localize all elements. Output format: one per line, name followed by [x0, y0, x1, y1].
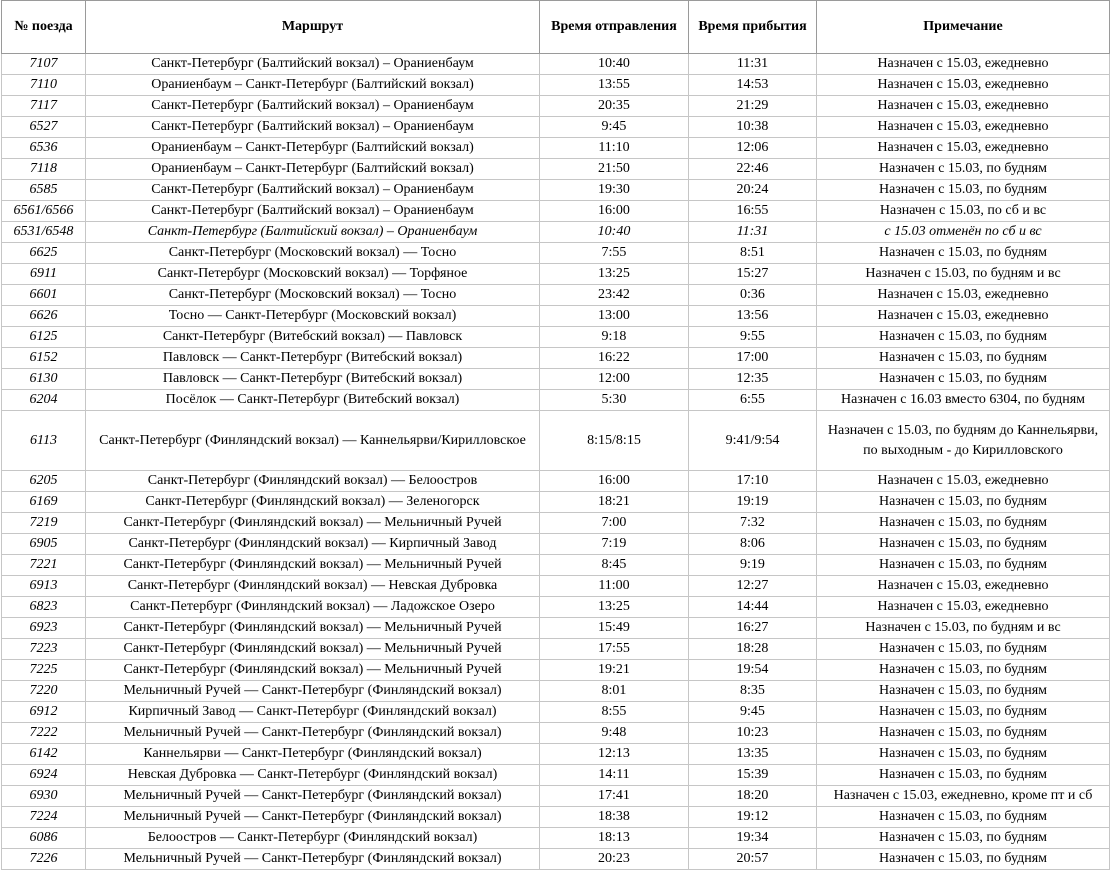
table-row: [2, 306, 1110, 327]
table-row: [2, 597, 1110, 618]
note-cell: Назначен с 15.03, по будням: [817, 681, 1110, 702]
route-cell: Мельничный Ручей — Санкт-Петербург (Финляндский вокзал): [86, 786, 540, 807]
train-number-cell: 6823: [2, 597, 86, 618]
train-number-cell: 6142: [2, 744, 86, 765]
route-cell: Санкт-Петербург (Финляндский вокзал) — Каннельярви/Кирилловское: [86, 411, 540, 471]
note-cell: Назначен с 16.03 вместо 6304, по будням: [817, 390, 1110, 411]
departure-time-cell: 13:55: [540, 75, 689, 96]
departure-time-cell: 12:13: [540, 744, 689, 765]
arrival-time-cell: 12:27: [689, 576, 817, 597]
note-cell: Назначен с 15.03, ежедневно, кроме пт и сб: [817, 786, 1110, 807]
table-row: [2, 828, 1110, 849]
route-cell: Санкт-Петербург (Балтийский вокзал) – Ораниенбаум: [86, 180, 540, 201]
departure-time-cell: 18:13: [540, 828, 689, 849]
departure-time-cell: 15:49: [540, 618, 689, 639]
note-cell: Назначен с 15.03, ежедневно: [817, 75, 1110, 96]
table-row: [2, 348, 1110, 369]
train-number-cell: 6531/6548: [2, 222, 86, 243]
note-cell: Назначен с 15.03, по будням: [817, 765, 1110, 786]
table-row: [2, 471, 1110, 492]
route-cell: Санкт-Петербург (Финляндский вокзал) — Кирпичный Завод: [86, 534, 540, 555]
note-cell: с 15.03 отменён по сб и вс: [817, 222, 1110, 243]
departure-time-cell: 13:00: [540, 306, 689, 327]
table-row: [2, 180, 1110, 201]
train-number-cell: 6585: [2, 180, 86, 201]
table-row: [2, 327, 1110, 348]
table-row: [2, 786, 1110, 807]
table-row: [2, 807, 1110, 828]
route-cell: Санкт-Петербург (Московский вокзал) — Тосно: [86, 285, 540, 306]
arrival-time-cell: 10:23: [689, 723, 817, 744]
arrival-time-cell: 19:34: [689, 828, 817, 849]
route-cell: Санкт-Петербург (Финляндский вокзал) — Мельничный Ручей: [86, 555, 540, 576]
route-cell: Санкт-Петербург (Финляндский вокзал) — Зеленогорск: [86, 492, 540, 513]
departure-time-cell: 16:22: [540, 348, 689, 369]
note-cell: Назначен с 15.03, ежедневно: [817, 306, 1110, 327]
column-header-departure: Время отправления: [540, 1, 689, 54]
route-cell: Мельничный Ручей — Санкт-Петербург (Финляндский вокзал): [86, 849, 540, 870]
table-row: [2, 513, 1110, 534]
note-cell: Назначен с 15.03, по будням: [817, 534, 1110, 555]
arrival-time-cell: 12:35: [689, 369, 817, 390]
route-cell: Мельничный Ручей — Санкт-Петербург (Финляндский вокзал): [86, 681, 540, 702]
note-cell: Назначен с 15.03, ежедневно: [817, 138, 1110, 159]
route-cell: Кирпичный Завод — Санкт-Петербург (Финляндский вокзал): [86, 702, 540, 723]
departure-time-cell: 14:11: [540, 765, 689, 786]
route-cell: Санкт-Петербург (Финляндский вокзал) — Мельничный Ручей: [86, 513, 540, 534]
arrival-time-cell: 12:06: [689, 138, 817, 159]
arrival-time-cell: 22:46: [689, 159, 817, 180]
train-number-cell: 7117: [2, 96, 86, 117]
route-cell: Ораниенбаум – Санкт-Петербург (Балтийский вокзал): [86, 138, 540, 159]
table-row: [2, 492, 1110, 513]
column-header-arrival: Время прибытия: [689, 1, 817, 54]
arrival-time-cell: 18:28: [689, 639, 817, 660]
train-number-cell: 7224: [2, 807, 86, 828]
table-row: [2, 849, 1110, 870]
table-row: [2, 369, 1110, 390]
column-header-train-number: № поезда: [2, 1, 86, 54]
route-cell: Павловск — Санкт-Петербург (Витебский вокзал): [86, 348, 540, 369]
arrival-time-cell: 14:53: [689, 75, 817, 96]
train-number-cell: 6204: [2, 390, 86, 411]
note-cell: Назначен с 15.03, по будням: [817, 555, 1110, 576]
departure-time-cell: 7:00: [540, 513, 689, 534]
arrival-time-cell: 14:44: [689, 597, 817, 618]
arrival-time-cell: 20:57: [689, 849, 817, 870]
schedule-body: [2, 54, 1110, 870]
column-header-route: Маршрут: [86, 1, 540, 54]
note-cell: Назначен с 15.03, по будням: [817, 159, 1110, 180]
train-number-cell: 7118: [2, 159, 86, 180]
route-cell: Санкт-Петербург (Финляндский вокзал) — Невская Дубровка: [86, 576, 540, 597]
departure-time-cell: 5:30: [540, 390, 689, 411]
table-row: [2, 96, 1110, 117]
table-row: [2, 618, 1110, 639]
train-number-cell: 6527: [2, 117, 86, 138]
train-number-cell: 6912: [2, 702, 86, 723]
departure-time-cell: 18:38: [540, 807, 689, 828]
arrival-time-cell: 8:06: [689, 534, 817, 555]
note-cell: Назначен с 15.03, ежедневно: [817, 117, 1110, 138]
note-cell: Назначен с 15.03, по будням: [817, 369, 1110, 390]
route-cell: Санкт-Петербург (Финляндский вокзал) — Мельничный Ручей: [86, 639, 540, 660]
departure-time-cell: 7:19: [540, 534, 689, 555]
route-cell: Тосно — Санкт-Петербург (Московский вокзал): [86, 306, 540, 327]
note-cell: Назначен с 15.03, по будням: [817, 639, 1110, 660]
train-number-cell: 6169: [2, 492, 86, 513]
table-row: [2, 75, 1110, 96]
train-number-cell: 7219: [2, 513, 86, 534]
departure-time-cell: 11:10: [540, 138, 689, 159]
table-row: [2, 765, 1110, 786]
table-row: [2, 138, 1110, 159]
note-cell: Назначен с 15.03, по будням: [817, 807, 1110, 828]
note-cell: Назначен с 15.03, по будням: [817, 828, 1110, 849]
arrival-time-cell: 0:36: [689, 285, 817, 306]
table-row: [2, 411, 1110, 471]
table-row: [2, 555, 1110, 576]
route-cell: Белоостров — Санкт-Петербург (Финляндский вокзал): [86, 828, 540, 849]
route-cell: Павловск — Санкт-Петербург (Витебский вокзал): [86, 369, 540, 390]
arrival-time-cell: 18:20: [689, 786, 817, 807]
departure-time-cell: 12:00: [540, 369, 689, 390]
departure-time-cell: 17:41: [540, 786, 689, 807]
arrival-time-cell: 11:31: [689, 222, 817, 243]
route-cell: Санкт-Петербург (Балтийский вокзал) – Ораниенбаум: [86, 96, 540, 117]
arrival-time-cell: 7:32: [689, 513, 817, 534]
train-number-cell: 7110: [2, 75, 86, 96]
train-number-cell: 7223: [2, 639, 86, 660]
note-cell: Назначен с 15.03, по будням: [817, 180, 1110, 201]
route-cell: Ораниенбаум – Санкт-Петербург (Балтийский вокзал): [86, 75, 540, 96]
note-cell: Назначен с 15.03, ежедневно: [817, 597, 1110, 618]
header-row: [2, 1, 1110, 54]
train-number-cell: 6205: [2, 471, 86, 492]
arrival-time-cell: 20:24: [689, 180, 817, 201]
arrival-time-cell: 13:35: [689, 744, 817, 765]
departure-time-cell: 20:23: [540, 849, 689, 870]
departure-time-cell: 13:25: [540, 597, 689, 618]
arrival-time-cell: 19:12: [689, 807, 817, 828]
note-cell: Назначен с 15.03, по будням: [817, 702, 1110, 723]
departure-time-cell: 20:35: [540, 96, 689, 117]
departure-time-cell: 17:55: [540, 639, 689, 660]
route-cell: Санкт-Петербург (Московский вокзал) — Тосно: [86, 243, 540, 264]
train-number-cell: 6130: [2, 369, 86, 390]
departure-time-cell: 19:30: [540, 180, 689, 201]
table-row: [2, 534, 1110, 555]
train-number-cell: 6086: [2, 828, 86, 849]
route-cell: Санкт-Петербург (Балтийский вокзал) – Ораниенбаум: [86, 222, 540, 243]
table-row: [2, 723, 1110, 744]
note-cell: Назначен с 15.03, ежедневно: [817, 576, 1110, 597]
departure-time-cell: 7:55: [540, 243, 689, 264]
departure-time-cell: 8:15/8:15: [540, 411, 689, 471]
note-cell: Назначен с 15.03, по будням: [817, 849, 1110, 870]
arrival-time-cell: 8:35: [689, 681, 817, 702]
table-row: [2, 117, 1110, 138]
table-row: [2, 639, 1110, 660]
route-cell: Каннельярви — Санкт-Петербург (Финляндский вокзал): [86, 744, 540, 765]
table-row: [2, 201, 1110, 222]
arrival-time-cell: 9:41/9:54: [689, 411, 817, 471]
route-cell: Санкт-Петербург (Финляндский вокзал) — Ладожское Озеро: [86, 597, 540, 618]
train-number-cell: 7225: [2, 660, 86, 681]
arrival-time-cell: 17:00: [689, 348, 817, 369]
train-number-cell: 6152: [2, 348, 86, 369]
note-cell: Назначен с 15.03, по будням: [817, 744, 1110, 765]
train-number-cell: 6125: [2, 327, 86, 348]
arrival-time-cell: 16:55: [689, 201, 817, 222]
departure-time-cell: 16:00: [540, 471, 689, 492]
train-number-cell: 6924: [2, 765, 86, 786]
table-row: [2, 243, 1110, 264]
note-cell: Назначен с 15.03, по сб и вс: [817, 201, 1110, 222]
train-number-cell: 7220: [2, 681, 86, 702]
note-cell: Назначен с 15.03, по будням и вс: [817, 264, 1110, 285]
train-number-cell: 6930: [2, 786, 86, 807]
route-cell: Санкт-Петербург (Московский вокзал) — Торфяное: [86, 264, 540, 285]
route-cell: Санкт-Петербург (Финляндский вокзал) — Мельничный Ручей: [86, 660, 540, 681]
note-cell: Назначен с 15.03, по будням: [817, 513, 1110, 534]
train-number-cell: 6536: [2, 138, 86, 159]
route-cell: Санкт-Петербург (Финляндский вокзал) — Белоостров: [86, 471, 540, 492]
note-cell: Назначен с 15.03, ежедневно: [817, 471, 1110, 492]
note-cell: Назначен с 15.03, ежедневно: [817, 54, 1110, 75]
route-cell: Санкт-Петербург (Балтийский вокзал) – Ораниенбаум: [86, 201, 540, 222]
arrival-time-cell: 10:38: [689, 117, 817, 138]
table-row: [2, 744, 1110, 765]
table-row: [2, 54, 1110, 75]
train-number-cell: 6905: [2, 534, 86, 555]
note-cell: Назначен с 15.03, ежедневно: [817, 285, 1110, 306]
train-number-cell: 6911: [2, 264, 86, 285]
arrival-time-cell: 17:10: [689, 471, 817, 492]
arrival-time-cell: 19:54: [689, 660, 817, 681]
arrival-time-cell: 9:19: [689, 555, 817, 576]
departure-time-cell: 8:55: [540, 702, 689, 723]
train-number-cell: 6601: [2, 285, 86, 306]
route-cell: Санкт-Петербург (Балтийский вокзал) – Ораниенбаум: [86, 117, 540, 138]
note-cell: Назначен с 15.03, по будням: [817, 723, 1110, 744]
table-row: [2, 159, 1110, 180]
train-number-cell: 6561/6566: [2, 201, 86, 222]
table-row: [2, 576, 1110, 597]
departure-time-cell: 8:01: [540, 681, 689, 702]
arrival-time-cell: 13:56: [689, 306, 817, 327]
arrival-time-cell: 9:45: [689, 702, 817, 723]
note-cell: Назначен с 15.03, по будням до Каннельярви, по выходным - до Кирилловского: [817, 411, 1110, 471]
departure-time-cell: 23:42: [540, 285, 689, 306]
train-schedule-table: [1, 0, 1110, 870]
departure-time-cell: 10:40: [540, 222, 689, 243]
arrival-time-cell: 11:31: [689, 54, 817, 75]
table-row: [2, 285, 1110, 306]
route-cell: Санкт-Петербург (Витебский вокзал) — Павловск: [86, 327, 540, 348]
train-number-cell: 6113: [2, 411, 86, 471]
note-cell: Назначен с 15.03, по будням и вс: [817, 618, 1110, 639]
departure-time-cell: 11:00: [540, 576, 689, 597]
departure-time-cell: 10:40: [540, 54, 689, 75]
departure-time-cell: 16:00: [540, 201, 689, 222]
train-number-cell: 6625: [2, 243, 86, 264]
train-number-cell: 6913: [2, 576, 86, 597]
train-number-cell: 6626: [2, 306, 86, 327]
route-cell: Невская Дубровка — Санкт-Петербург (Финляндский вокзал): [86, 765, 540, 786]
departure-time-cell: 9:18: [540, 327, 689, 348]
arrival-time-cell: 15:39: [689, 765, 817, 786]
departure-time-cell: 18:21: [540, 492, 689, 513]
train-number-cell: 6923: [2, 618, 86, 639]
arrival-time-cell: 16:27: [689, 618, 817, 639]
departure-time-cell: 8:45: [540, 555, 689, 576]
arrival-time-cell: 9:55: [689, 327, 817, 348]
departure-time-cell: 9:45: [540, 117, 689, 138]
route-cell: Посёлок — Санкт-Петербург (Витебский вокзал): [86, 390, 540, 411]
note-cell: Назначен с 15.03, по будням: [817, 660, 1110, 681]
route-cell: Санкт-Петербург (Балтийский вокзал) – Ораниенбаум: [86, 54, 540, 75]
train-number-cell: 7222: [2, 723, 86, 744]
arrival-time-cell: 21:29: [689, 96, 817, 117]
route-cell: Мельничный Ручей — Санкт-Петербург (Финляндский вокзал): [86, 723, 540, 744]
departure-time-cell: 13:25: [540, 264, 689, 285]
note-cell: Назначен с 15.03, по будням: [817, 348, 1110, 369]
table-row: [2, 264, 1110, 285]
table-row: [2, 660, 1110, 681]
arrival-time-cell: 6:55: [689, 390, 817, 411]
departure-time-cell: 9:48: [540, 723, 689, 744]
arrival-time-cell: 15:27: [689, 264, 817, 285]
column-header-note: Примечание: [817, 1, 1110, 54]
table-row: [2, 681, 1110, 702]
train-number-cell: 7226: [2, 849, 86, 870]
table-row: [2, 702, 1110, 723]
train-number-cell: 7107: [2, 54, 86, 75]
note-cell: Назначен с 15.03, по будням: [817, 243, 1110, 264]
note-cell: Назначен с 15.03, ежедневно: [817, 96, 1110, 117]
note-cell: Назначен с 15.03, по будням: [817, 327, 1110, 348]
table-row: [2, 222, 1110, 243]
departure-time-cell: 21:50: [540, 159, 689, 180]
route-cell: Мельничный Ручей — Санкт-Петербург (Финляндский вокзал): [86, 807, 540, 828]
departure-time-cell: 19:21: [540, 660, 689, 681]
train-number-cell: 7221: [2, 555, 86, 576]
table-row: [2, 390, 1110, 411]
route-cell: Санкт-Петербург (Финляндский вокзал) — Мельничный Ручей: [86, 618, 540, 639]
arrival-time-cell: 19:19: [689, 492, 817, 513]
arrival-time-cell: 8:51: [689, 243, 817, 264]
note-cell: Назначен с 15.03, по будням: [817, 492, 1110, 513]
route-cell: Ораниенбаум – Санкт-Петербург (Балтийский вокзал): [86, 159, 540, 180]
